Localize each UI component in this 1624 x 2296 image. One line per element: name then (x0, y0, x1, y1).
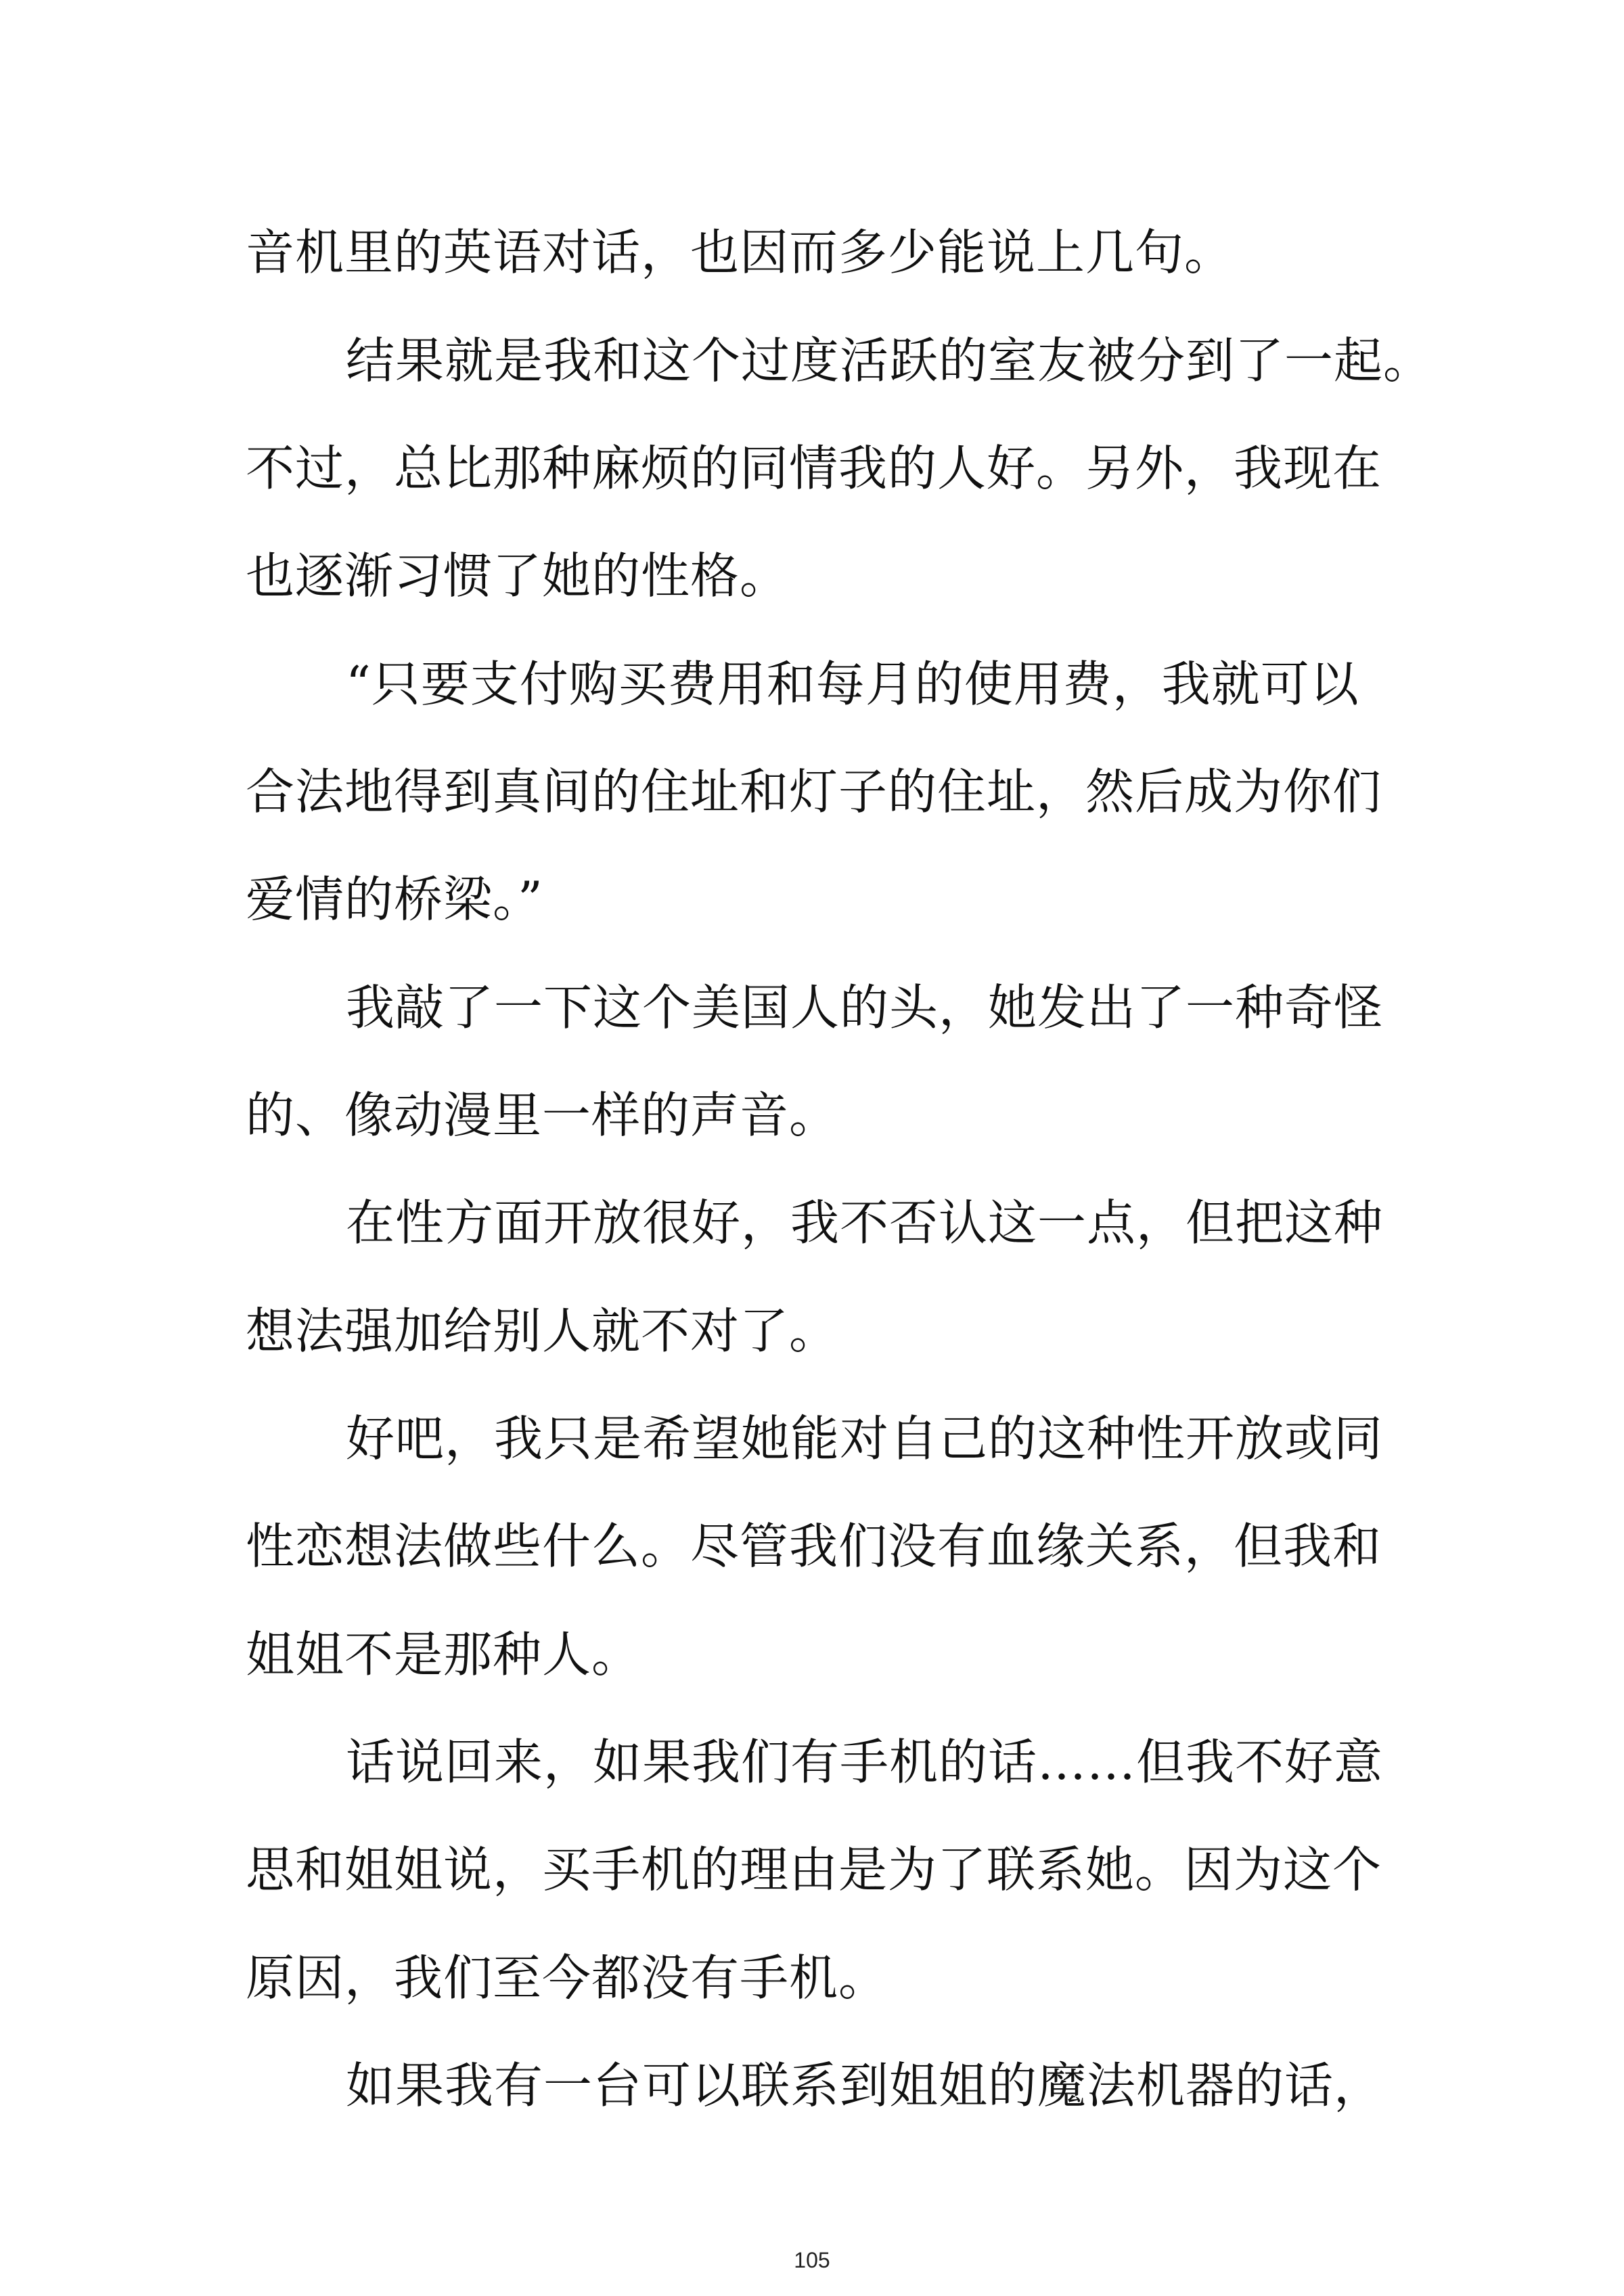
paragraph-6-line-3: 姐姐不是那种人。 (246, 1626, 641, 1683)
paragraph-7-line-3: 原因，我们至今都没有手机。 (246, 1950, 888, 2006)
paragraph-7-line-2: 思和姐姐说，买手机的理由是为了联系她。因为这个 (246, 1841, 1382, 1898)
paragraph-6-line-2: 性恋想法做些什么。尽管我们没有血缘关系，但我和 (246, 1518, 1382, 1575)
paragraph-3-line-1: “只要支付购买费用和每月的使用费，我就可以 (346, 656, 1359, 713)
paragraph-8-line-1: 如果我有一台可以联系到姐姐的魔法机器的话， (346, 2057, 1384, 2114)
paragraph-6-line-1: 好吧，我只是希望她能对自己的这种性开放或同 (346, 1410, 1384, 1467)
paragraph-2-line-3: 也逐渐习惯了她的性格。 (246, 547, 790, 604)
paragraph-5-line-2: 想法强加给别人就不对了。 (246, 1303, 839, 1359)
paragraph-3-line-3: 爱情的桥梁。” (246, 871, 543, 928)
paragraph-3-line-2: 合法地得到真间的住址和灯子的住址，然后成为你们 (246, 763, 1382, 820)
paragraph-7-line-1: 话说回来，如果我们有手机的话……但我不好意 (346, 1734, 1384, 1791)
paragraph-2-line-2: 不过，总比那种麻烦的同情我的人好。另外，我现在 (246, 440, 1382, 497)
paragraph-2-line-1: 结果就是我和这个过度活跃的室友被分到了一起。 (346, 332, 1433, 389)
paragraph-4-line-2: 的、像动漫里一样的声音。 (246, 1087, 839, 1144)
paragraph-1-line-1: 音机里的英语对话，也因而多少能说上几句。 (246, 224, 1234, 281)
page-number: 105 (794, 2248, 830, 2272)
paragraph-4-line-1: 我敲了一下这个美国人的头，她发出了一种奇怪 (346, 979, 1384, 1036)
paragraph-5-line-1: 在性方面开放很好，我不否认这一点，但把这种 (346, 1194, 1384, 1251)
